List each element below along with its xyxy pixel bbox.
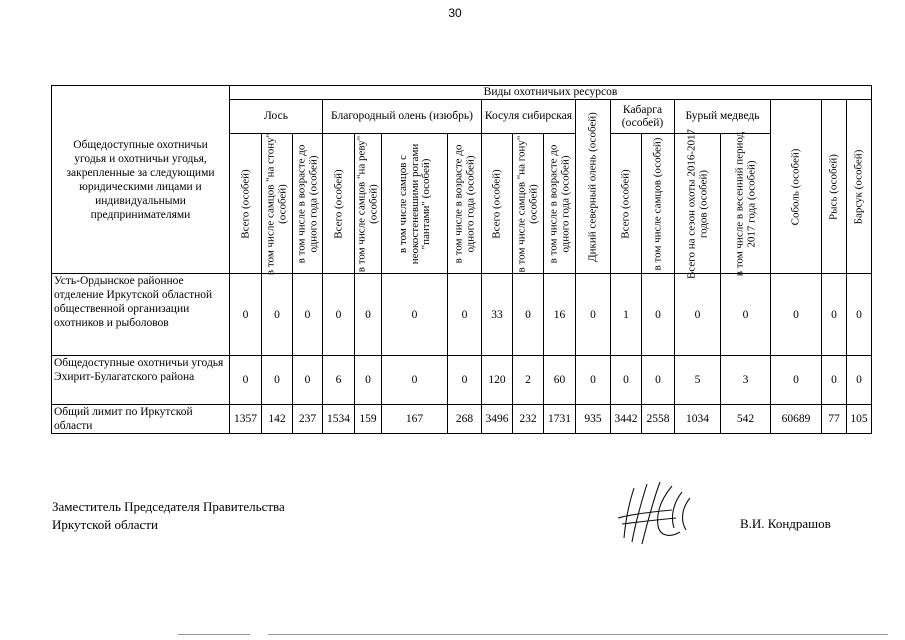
species-musk-deer: Кабарга (особей) [611, 100, 675, 134]
row-label: Общий лимит по Иркутской области [52, 405, 230, 434]
table-cell: 0 [611, 356, 642, 405]
table-cell: 0 [355, 356, 382, 405]
table-cell: 0 [721, 274, 771, 356]
table-cell: 1034 [675, 405, 721, 434]
subheader-roe-young: в том числе в возрасте до одного года (особей) [544, 134, 576, 274]
subheader-red-deer-young: в том числе в возрасте до одного года (особей) [448, 134, 482, 274]
table-cell: 0 [576, 356, 611, 405]
table-cell: 0 [847, 274, 872, 356]
species-roe-deer: Косуля сибирская [482, 100, 576, 134]
table-row [52, 356, 872, 405]
subheader-musk-males: в том числе самцов (особей) [642, 134, 675, 274]
table-cell: 0 [262, 274, 293, 356]
position-line-1: Заместитель Председателя Правительства [52, 499, 285, 514]
table-cell: 0 [382, 356, 448, 405]
table-cell: 33 [482, 274, 513, 356]
table-cell: 5 [675, 356, 721, 405]
table-cell: 0 [293, 356, 323, 405]
table-cell: 935 [576, 405, 611, 434]
handwritten-signature [612, 478, 707, 548]
subheader-red-deer-antlers: в том числе самцов с неокостеневшими рогами "пантами" (особей) [382, 134, 448, 274]
table-cell: 0 [771, 274, 822, 356]
table-row-total [52, 405, 872, 434]
species-wild-reindeer: Дикий северный олень (особей) [576, 100, 611, 274]
table-cell: 0 [323, 274, 355, 356]
table-cell: 0 [576, 274, 611, 356]
table-cell: 167 [382, 405, 448, 434]
table-cell: 0 [230, 274, 262, 356]
table-cell: 2558 [642, 405, 675, 434]
row-label: Общедоступные охотничьи угодья Эхирит-Булагатского района [52, 356, 230, 405]
table-cell: 0 [642, 274, 675, 356]
row-label: Усть-Ордынское районное отделение Иркутской областной общественной организации охотников и рыболовов [52, 274, 230, 356]
table-cell: 3442 [611, 405, 642, 434]
table-cell: 105 [847, 405, 872, 434]
subheader-elk-young: в том числе в возрасте до одного года (особей) [293, 134, 323, 274]
footer-divider [268, 634, 888, 635]
species-sable: Соболь (особей) [771, 100, 822, 274]
table-cell: 0 [448, 274, 482, 356]
table-cell: 542 [721, 405, 771, 434]
table-cell: 0 [642, 356, 675, 405]
table-cell: 1357 [230, 405, 262, 434]
table-cell: 3 [721, 356, 771, 405]
table-cell: 2 [513, 356, 544, 405]
subheader-red-deer-males: в том числе самцов "на реву" (особей) [355, 134, 382, 274]
table-cell: 1534 [323, 405, 355, 434]
table-cell: 0 [822, 356, 847, 405]
table-cell: 0 [293, 274, 323, 356]
table-cell: 237 [293, 405, 323, 434]
species-elk: Лось [230, 100, 323, 134]
table-cell: 0 [822, 274, 847, 356]
signatory-position [52, 498, 285, 534]
table-cell: 0 [262, 356, 293, 405]
subheader-elk-total: Всего (особей) [230, 134, 262, 274]
subheader-red-deer-total: Всего (особей) [323, 134, 355, 274]
table-cell: 268 [448, 405, 482, 434]
group-header: Виды охотничьих ресурсов [230, 86, 872, 100]
table-cell: 0 [230, 356, 262, 405]
table-cell: 0 [355, 274, 382, 356]
table-cell: 1 [611, 274, 642, 356]
subheader-elk-males: в том числе самцов "на стону" (особей) [262, 134, 293, 274]
table-cell: 60689 [771, 405, 822, 434]
subheader-roe-total: Всего (особей) [482, 134, 513, 274]
table-cell: 232 [513, 405, 544, 434]
species-badger: Барсук (особей) [847, 100, 872, 274]
page-number: 30 [448, 6, 462, 20]
table-cell: 142 [262, 405, 293, 434]
table-cell: 77 [822, 405, 847, 434]
subheader-bear-spring: в том числе в весенний период 2017 года (особей) [721, 134, 771, 274]
hunting-limits-table [51, 85, 872, 434]
species-red-deer: Благородный олень (изюбрь) [323, 100, 482, 134]
subheader-bear-season: Всего на сезон охоты 2016-2017 годов (особей) [675, 134, 721, 274]
corner-header: Общедоступные охотничьи угодья и охотничьи угодья, закрепленные за следующими юридическими лицами и индивидуальными предпринимателями [52, 86, 230, 274]
table-cell: 0 [382, 274, 448, 356]
table-cell: 120 [482, 356, 513, 405]
table-cell: 0 [448, 356, 482, 405]
signatory-name: В.И. Кондрашов [740, 516, 831, 531]
subheader-roe-males: в том числе самцов "на гону" (особей) [513, 134, 544, 274]
table-cell: 16 [544, 274, 576, 356]
table-row [52, 274, 872, 356]
species-brown-bear: Бурый медведь [675, 100, 771, 134]
table-cell: 159 [355, 405, 382, 434]
table-cell: 0 [847, 356, 872, 405]
footer-divider [178, 634, 250, 635]
table-cell: 3496 [482, 405, 513, 434]
table-cell: 0 [771, 356, 822, 405]
table-cell: 0 [513, 274, 544, 356]
table-cell: 60 [544, 356, 576, 405]
table-cell: 0 [675, 274, 721, 356]
position-line-2: Иркутской области [52, 517, 158, 532]
species-lynx: Рысь (особей) [822, 100, 847, 274]
table-cell: 6 [323, 356, 355, 405]
table-cell: 1731 [544, 405, 576, 434]
subheader-musk-total: Всего (особей) [611, 134, 642, 274]
